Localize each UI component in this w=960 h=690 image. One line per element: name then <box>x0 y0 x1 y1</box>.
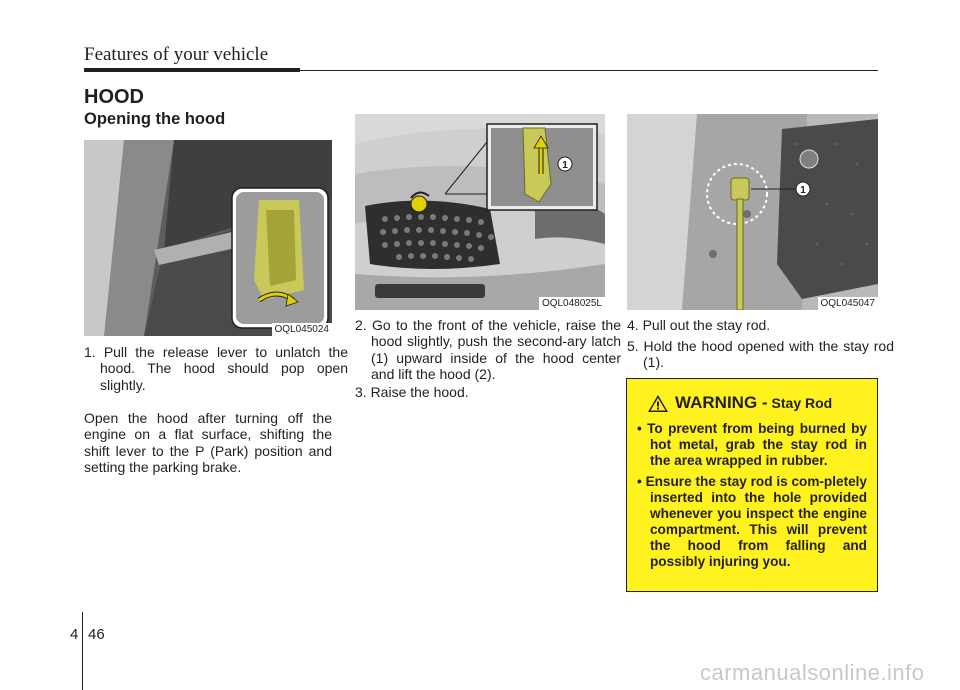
header-rule-thin <box>300 70 878 71</box>
figure-code: OQL048025L <box>539 297 605 310</box>
watermark: carmanualsonline.info <box>700 660 925 685</box>
warning-box <box>626 378 878 592</box>
page-number: 46 <box>88 626 105 643</box>
warning-subject: Stay Rod <box>771 395 833 411</box>
running-header: Features of your vehicle <box>84 44 269 65</box>
figure-stay-rod <box>627 114 878 310</box>
intro-paragraph: Open the hood after turning off the engine on a flat surface, shifting the shift lever to the P (Park) position and setting the parking brake. <box>84 410 332 476</box>
warning-heading <box>647 393 832 413</box>
step-1: 1. Pull the release lever to unlatch the hood. The hood should pop open slightly. <box>84 344 348 393</box>
warning-list <box>637 421 867 575</box>
warning-label: WARNING - <box>675 393 768 412</box>
secondary-latch-illustration <box>355 114 605 310</box>
callout-1: 1 <box>562 160 568 171</box>
subsection-title: Opening the hood <box>84 110 226 128</box>
figure-code: OQL045024 <box>272 323 333 336</box>
callout-1: 1 <box>800 185 806 196</box>
figure-code: OQL045047 <box>818 297 879 310</box>
figure-hood-release-lever <box>84 140 332 336</box>
warning-item: • To prevent from being burned by hot metal, grab the stay rod in the area wrapped in rubber. <box>637 421 867 468</box>
warning-triangle-icon <box>647 394 669 413</box>
warning-item: • Ensure the stay rod is com-pletely inserted into the hole provided whenever you inspect the engine compartment. This will prevent the hood from falling and possibly injuring you. <box>637 474 867 569</box>
step-2: 2. Go to the front of the vehicle, raise the hood slightly, push the second-ary latch (1) upward inside of the hood center and lift the hood (2). <box>355 317 621 383</box>
figure-secondary-latch <box>355 114 605 310</box>
chapter-number: 4 <box>70 626 79 643</box>
stay-rod-illustration <box>627 114 878 310</box>
callout-2: 2 <box>439 204 446 216</box>
step-5: 5. Hold the hood opened with the stay rod (1). <box>627 338 894 371</box>
footer-divider <box>82 612 83 690</box>
hood-release-illustration <box>84 140 332 336</box>
step-3: 3. Raise the hood. <box>355 384 469 400</box>
header-rule-thick <box>84 68 300 72</box>
step-4: 4. Pull out the stay rod. <box>627 317 771 333</box>
section-title: HOOD <box>84 86 144 108</box>
